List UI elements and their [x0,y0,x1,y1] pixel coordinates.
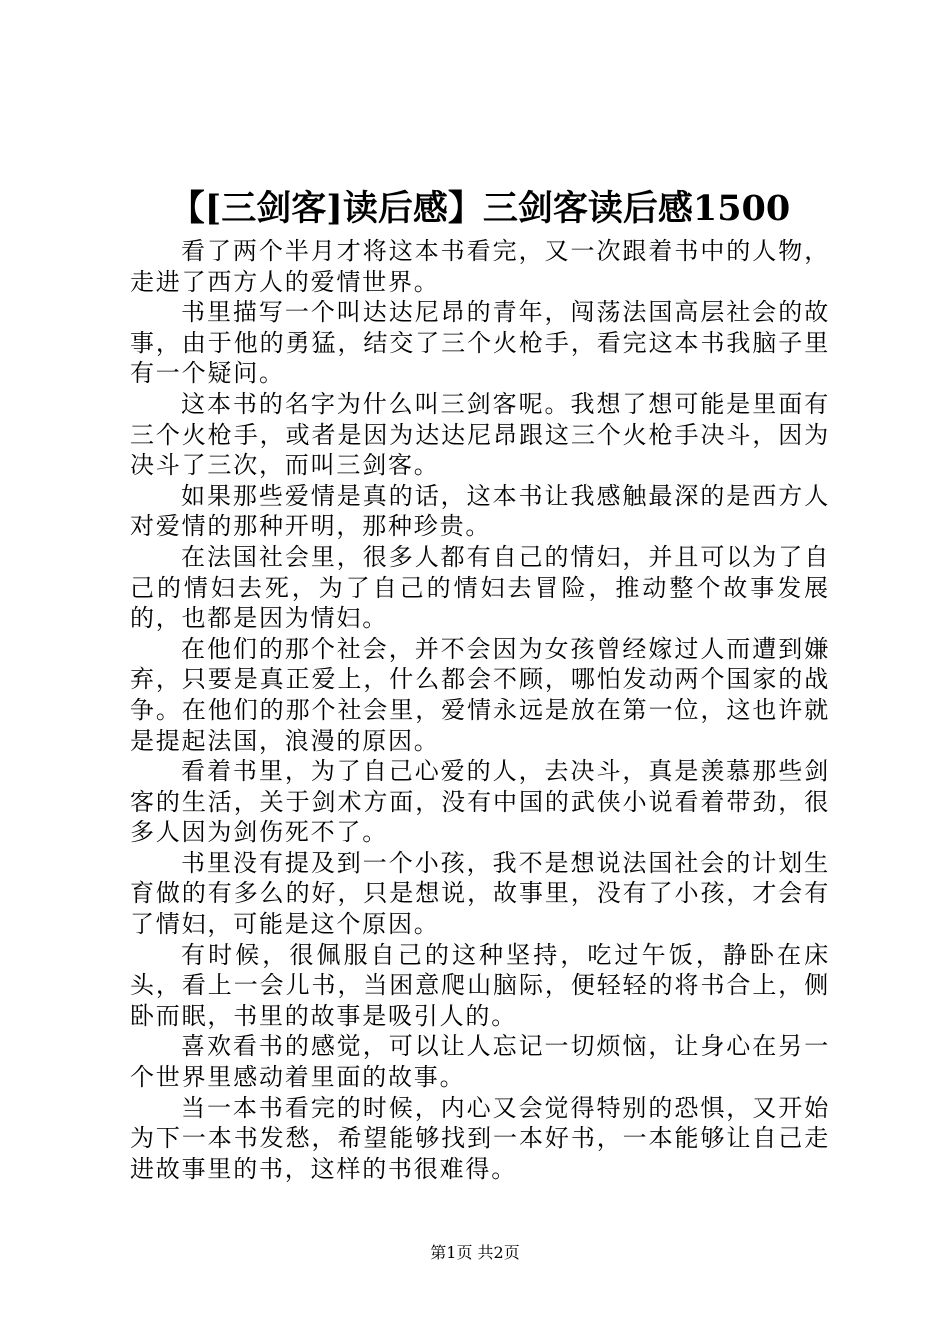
paragraph-10: 喜欢看书的感觉，可以让人忘记一切烦恼，让身心在另一个世界里感动着里面的故事。 [130,1032,830,1092]
paragraph-4: 如果那些爱情是真的话，这本书让我感触最深的是西方人对爱情的那种开明，那种珍贵。 [130,481,830,541]
paragraph-1: 看了两个半月才将这本书看完，又一次跟着书中的人物，走进了西方人的爱情世界。 [130,237,830,296]
paragraph-7: 看着书里，为了自己心爱的人，去决斗，真是羡慕那些剑客的生活，关于剑术方面，没有中国的武侠小说看着带劲，很多人因为剑伤死不了。 [130,757,830,847]
document-body [130,236,830,1184]
paragraph-11: 当一本书看完的时候，内心又会觉得特别的恐惧，又开始为下一本书发愁，希望能够找到一本好书，一本能够让自己走进故事里的书，这样的书很难得。 [130,1093,830,1183]
page-footer: 第1页 共2页 [430,1243,520,1262]
paragraph-3: 这本书的名字为什么叫三剑客呢。我想了想可能是里面有三个火枪手，或者是因为达达尼昂跟这三个火枪手决斗，因为决斗了三次，而叫三剑客。 [130,389,830,480]
paragraph-5: 在法国社会里，很多人都有自己的情妇，并且可以为了自己的情妇去死，为了自己的情妇去冒险，推动整个故事发展的，也都是因为情妇。 [130,542,830,633]
paragraph-6: 在他们的那个社会，并不会因为女孩曾经嫁过人而遭到嫌弃，只要是真正爱上，什么都会不顾，哪怕发动两个国家的战争。在他们的那个社会里，爱情永远是放在第一位，这也许就是提起法国，浪漫的原因。 [130,634,830,755]
paragraph-2: 书里描写一个叫达达尼昂的青年，闯荡法国高层社会的故事，由于他的勇猛，结交了三个火枪手，看完这本书我脑子里有一个疑问。 [130,298,830,388]
paragraph-9: 有时候，很佩服自己的这种坚持，吃过午饭，静卧在床头，看上一会儿书，当困意爬山脑际，便轻轻的将书合上，侧卧而眠，书里的故事是吸引人的。 [130,940,830,1030]
paragraph-8: 书里没有提及到一个小孩，我不是想说法国社会的计划生育做的有多么的好，只是想说，故事里，没有了小孩，才会有了情妇，可能是这个原因。 [130,848,830,939]
document-title: 【[三剑客]读后感】三剑客读后感1500 [169,188,791,229]
